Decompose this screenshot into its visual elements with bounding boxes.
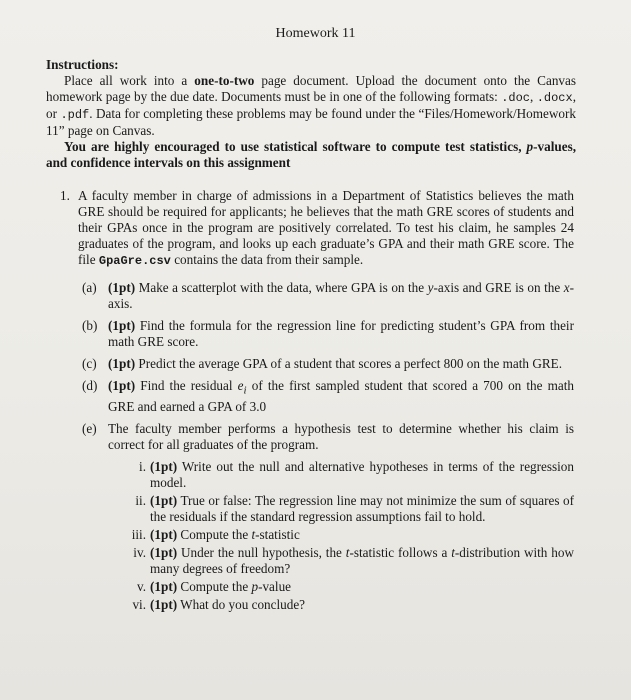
instructions-emphasis: one-to-two bbox=[194, 73, 255, 88]
question-body bbox=[78, 188, 574, 269]
p-variable: p bbox=[526, 139, 534, 154]
subitem-iv bbox=[116, 545, 574, 577]
part-label: (e) bbox=[82, 420, 97, 436]
data-file-name: GpaGre.csv bbox=[98, 254, 171, 268]
part-text: Make a scatterplot with the data, where GPA is on the bbox=[135, 280, 428, 295]
part-text: Find the residual bbox=[135, 378, 238, 393]
points-label: (1pt) bbox=[150, 526, 178, 542]
subitem-text: True or false: The regression line may not minimize the sum of squares of the residuals if the standard regression assumptions fail to hold. bbox=[150, 492, 574, 524]
subitem-label: iv. bbox=[133, 544, 146, 560]
subitem-i bbox=[116, 459, 574, 491]
question-1 bbox=[60, 188, 574, 619]
math-variable: y bbox=[427, 280, 434, 295]
points-label: (1pt) bbox=[150, 458, 178, 474]
subitem-text: Under the null hypothesis, the bbox=[177, 544, 346, 560]
part-c bbox=[82, 356, 574, 372]
part-label: (a) bbox=[82, 280, 97, 295]
subitem-text: -distribution with how many degrees of freedom? bbox=[150, 544, 574, 576]
instructions-text: . Data for completing these problems may be found under the “Files/Homework/Homework 11” page on Canvas. bbox=[46, 106, 576, 138]
question-parts bbox=[82, 280, 574, 613]
math-variable: t bbox=[345, 544, 350, 560]
instructions-text: page document. Upload the document onto the Canvas homework page by the due date. Documents must be in one of the following formats: bbox=[46, 73, 576, 104]
question-text: A faculty member in charge of admissions in a Department of Statistics believes the math GRE should be required for applicants; he believes that the math GRE scores of students and their GPAs once in the program are positively correlated. To test his claim, he samples 24 graduates of the program, and looks up each graduate’s GPA and their math GRE score. The file bbox=[78, 188, 574, 267]
subitem-v bbox=[116, 579, 574, 595]
subitem-text: Compute the bbox=[177, 578, 252, 594]
part-text: of the first sampled student that scored a 700 on the math GRE and earned a GPA of 3.0 bbox=[108, 378, 575, 414]
subitem-ii bbox=[116, 493, 574, 525]
subitem-label: ii. bbox=[135, 492, 146, 508]
points-label: (1pt) bbox=[108, 378, 136, 393]
instructions-paragraph bbox=[46, 73, 576, 139]
subitem-label: i. bbox=[139, 458, 146, 474]
part-text: The faculty member performs a hypothesis test to determine whether his claim is correct for all graduates of the program. bbox=[108, 420, 574, 452]
subitem-label: v. bbox=[136, 578, 146, 594]
math-subscript: i bbox=[243, 384, 247, 397]
instructions-text: Place all work into a bbox=[64, 73, 195, 88]
points-label: (1pt) bbox=[150, 544, 178, 560]
part-label: (d) bbox=[82, 378, 98, 393]
subitem-label: iii. bbox=[131, 526, 146, 542]
part-d bbox=[82, 378, 574, 415]
points-label: (1pt) bbox=[108, 318, 136, 333]
subitem-text: What do you conclude? bbox=[177, 596, 306, 612]
part-text: -axis. bbox=[108, 280, 574, 311]
instructions-text: , or bbox=[46, 89, 576, 121]
math-variable: t bbox=[251, 526, 256, 542]
part-b bbox=[82, 318, 574, 350]
math-variable: x bbox=[563, 280, 570, 295]
software-note-text: -values, and confidence intervals on this assignment bbox=[46, 139, 576, 170]
subitem-text: Write out the null and alternative hypotheses in terms of the regression model. bbox=[150, 458, 574, 490]
subitem-text: -statistic follows a bbox=[349, 544, 452, 560]
format-pdf: .pdf bbox=[60, 108, 90, 122]
question-text: contains the data from their sample. bbox=[170, 252, 364, 267]
software-note bbox=[46, 139, 576, 171]
subitem-vi bbox=[116, 597, 574, 613]
math-variable: e bbox=[237, 378, 244, 393]
subitem-iii bbox=[116, 527, 574, 543]
part-label: (c) bbox=[82, 356, 97, 371]
math-variable: t bbox=[451, 544, 455, 560]
page-title: Homework 11 bbox=[275, 26, 356, 41]
software-note-text: You are highly encouraged to use statistical software to compute test statistics, bbox=[64, 139, 527, 154]
part-text: -axis and GRE is on the bbox=[433, 280, 564, 295]
points-label: (1pt) bbox=[150, 596, 178, 612]
part-e-subitems bbox=[116, 459, 574, 613]
question-number: 1. bbox=[60, 188, 70, 203]
subitem-label: vi. bbox=[132, 596, 146, 612]
points-label: (1pt) bbox=[108, 280, 136, 295]
format-doc: .doc bbox=[501, 91, 531, 105]
instructions-text: , bbox=[530, 89, 537, 104]
instructions-section bbox=[46, 57, 576, 171]
part-e bbox=[82, 421, 574, 613]
instructions-heading: Instructions: bbox=[46, 57, 119, 72]
math-variable: p bbox=[251, 578, 259, 594]
part-text: Find the formula for the regression line for predicting student’s GPA from their math GRE score. bbox=[108, 318, 574, 349]
points-label: (1pt) bbox=[150, 578, 178, 594]
part-label: (b) bbox=[82, 318, 98, 333]
subitem-text: -statistic bbox=[255, 526, 300, 542]
points-label: (1pt) bbox=[150, 492, 178, 508]
points-label: (1pt) bbox=[108, 356, 136, 371]
subitem-text: -value bbox=[258, 578, 292, 594]
part-a bbox=[82, 280, 574, 312]
subitem-text: Compute the bbox=[177, 526, 252, 542]
part-text: Predict the average GPA of a student that scores a perfect 800 on the math GRE. bbox=[135, 356, 562, 371]
format-docx: .docx bbox=[536, 91, 573, 105]
